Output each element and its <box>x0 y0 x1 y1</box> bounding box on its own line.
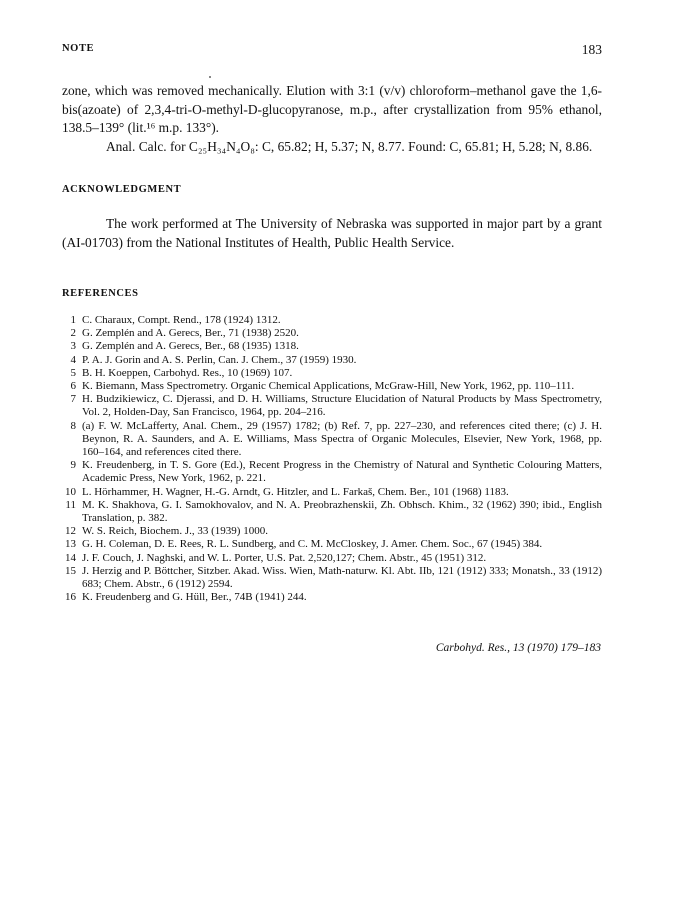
reference-number: 4 <box>70 353 76 366</box>
acknowledgment-text <box>62 214 602 252</box>
reference-number: 16 <box>65 591 76 604</box>
reference-item <box>62 552 602 565</box>
reference-number: 3 <box>70 340 76 353</box>
reference-text: G. Zemplén and A. Gerecs, Ber., 68 (1935) 1318. <box>82 340 299 353</box>
references-list <box>62 314 602 604</box>
reference-item <box>62 486 602 499</box>
reference-number: 12 <box>65 525 76 538</box>
reference-text: C. Charaux, Compt. Rend., 178 (1924) 1312. <box>82 314 281 326</box>
reference-number: 11 <box>65 498 76 511</box>
scan-mark <box>209 76 211 78</box>
reference-number: 9 <box>70 459 76 472</box>
reference-number: 10 <box>65 485 76 498</box>
body-paragraph-1: zone, which was removed mechanically. Elution with 3:1 (v/v) chloroform–methanol gave the 1,6-bis(azoate) of 2,3,4-tri-O-methyl-D-glucopyranose, m.p., after crystallization from 95% ethanol, 138.5–139° (lit.¹⁶ m.p. 133°). <box>62 83 602 136</box>
analysis-paragraph: Anal. Calc. for C₂₅H₃₄N₄O₈: C, 65.82; H, 5.37; N, 8.77. Found: C, 65.81; H, 5.28; N, 8.86. <box>106 138 593 154</box>
reference-item <box>62 420 602 460</box>
reference-item <box>62 499 602 525</box>
reference-text: W. S. Reich, Biochem. J., 33 (1939) 1000. <box>82 525 268 538</box>
reference-item <box>62 354 602 367</box>
reference-item <box>62 459 602 485</box>
reference-item <box>62 525 602 538</box>
reference-number: 5 <box>70 366 76 379</box>
acknowledgment-paragraph: The work performed at The University of Nebraska was supported in major part by a grant (AI-01703) from the National Institutes of Health, Public Health Service. <box>62 216 602 250</box>
reference-number: 14 <box>65 551 76 564</box>
reference-item <box>62 340 602 353</box>
reference-item <box>62 367 602 380</box>
body-text <box>62 82 602 156</box>
reference-text: G. Zemplén and A. Gerecs, Ber., 71 (1938) 2520. <box>82 327 299 340</box>
reference-text: J. F. Couch, J. Naghski, and W. L. Porter, U.S. Pat. 2,520,127; Chem. Abstr., 45 (1951) 312. <box>82 551 487 564</box>
reference-text: K. Biemann, Mass Spectrometry. Organic Chemical Applications, McGraw-Hill, New York, 1962, pp. 110–111. <box>82 380 575 393</box>
reference-number: 8 <box>70 419 76 432</box>
reference-number: 2 <box>70 327 76 340</box>
reference-item <box>62 327 602 340</box>
reference-item <box>62 591 602 604</box>
reference-text: (a) F. W. McLafferty, Anal. Chem., 29 (1957) 1782; (b) Ref. 7, pp. 227–230, and references cited there; (c) J. H. Beynon, R. A. Saunders, and A. E. Williams, Mass Spectra of Organic Molecules, Elsevier, New York, 1968, pp. 160–164, and references cited there. <box>82 419 602 459</box>
reference-text: K. Freudenberg and G. Hüll, Ber., 74B (1941) 244. <box>82 591 307 604</box>
reference-item <box>62 565 602 591</box>
reference-text: M. K. Shakhova, G. I. Samokhovalov, and N. A. Preobrazhenskii, Zh. Obhsch. Khim., 32 (1962) 390; ibid., English Translation, p. 382. <box>82 498 602 525</box>
reference-text: L. Hörhammer, H. Wagner, H.-G. Arndt, G. Hitzler, and L. Farkaš, Chem. Ber., 101 (1968) 1183. <box>82 485 509 498</box>
reference-text: J. Herzig and P. Böttcher, Sitzber. Akad. Wiss. Wien, Math-naturw. Kl. Abt. IIb, 121 (1912) 333; Monatsh., 33 (1912) 683; Chem. Abstr., 6 (1912) 2594. <box>82 564 602 591</box>
reference-item <box>62 380 602 393</box>
acknowledgment-heading: ACKNOWLEDGMENT <box>62 184 182 195</box>
reference-text: P. A. J. Gorin and A. S. Perlin, Can. J. Chem., 37 (1959) 1930. <box>82 353 357 366</box>
reference-number: 6 <box>70 380 76 393</box>
reference-number: 15 <box>65 564 76 577</box>
reference-text: G. H. Coleman, D. E. Rees, R. L. Sundberg, and C. M. McCloskey, J. Amer. Chem. Soc., 67 (1945) 384. <box>82 538 543 551</box>
reference-text: K. Freudenberg, in T. S. Gore (Ed.), Recent Progress in the Chemistry of Natural and Synthetic Colouring Matters, Academic Press, New York, 1962, p. 221. <box>82 459 602 485</box>
reference-number: 1 <box>70 314 76 326</box>
reference-number: 13 <box>65 538 76 551</box>
reference-item <box>62 538 602 551</box>
running-head <box>62 42 602 58</box>
reference-item <box>62 314 602 327</box>
references-heading: REFERENCES <box>62 288 139 299</box>
page-number: 183 <box>581 42 602 57</box>
journal-citation-footer: Carbohyd. Res., 13 (1970) 179–183 <box>435 642 601 654</box>
reference-text: H. Budzikiewicz, C. Djerassi, and D. H. Williams, Structure Elucidation of Natural Products by Mass Spectrometry, Vol. 2, Holden-Day, San Francisco, 1964, pp. 204–216. <box>82 393 602 419</box>
reference-item <box>62 393 602 419</box>
running-head-label: NOTE <box>62 43 95 54</box>
reference-text: B. H. Koeppen, Carbohyd. Res., 10 (1969) 107. <box>82 366 293 379</box>
reference-number: 7 <box>70 393 76 406</box>
